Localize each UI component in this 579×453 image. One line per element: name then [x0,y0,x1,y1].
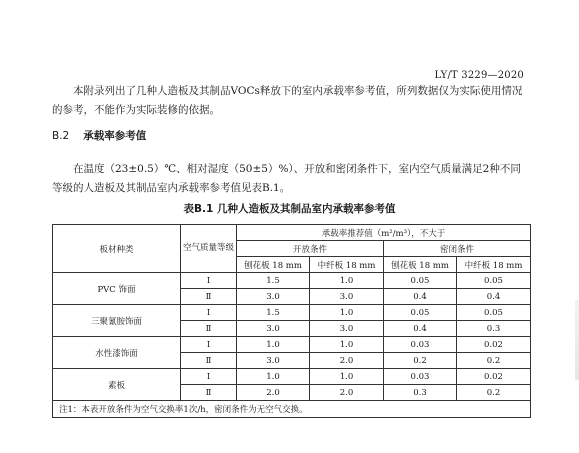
value-cell: 0.4 [384,321,457,337]
header-recommended: 承载率推荐值（m²/m³），不大于 [237,225,531,241]
body-paragraph [52,160,530,198]
grade-cell: Ⅰ [181,369,237,385]
value-cell: 1.0 [310,273,384,289]
table-note: 注1：本表开放条件为空气交换率1次/h，密闭条件为无空气交换。 [53,401,531,418]
section-title: 承载率参考值 [83,130,147,142]
value-cell: 0.4 [384,289,457,305]
value-cell: 3.0 [310,321,384,337]
value-cell: 1.0 [310,305,384,321]
material-cell: 素板 [53,369,181,401]
header-open: 开放条件 [237,241,384,257]
intro-paragraph [52,82,530,120]
value-cell: 1.5 [237,305,310,321]
value-cell: 0.05 [384,273,457,289]
header-material: 板材种类 [53,225,181,273]
value-cell: 3.0 [310,289,384,305]
header-open-mdf: 中纤板 18 mm [310,257,384,273]
value-cell: 0.2 [384,353,457,369]
value-cell: 1.5 [237,273,310,289]
value-cell: 0.03 [384,369,457,385]
value-cell: 1.0 [237,337,310,353]
table-caption: 表B.1 几种人造板及其制品室内承载率参考值 [183,203,396,215]
value-cell: 0.3 [384,385,457,401]
grade-cell: Ⅰ [181,305,237,321]
table-row [53,337,531,353]
header-closed: 密闭条件 [384,241,531,257]
page-edge-shadow [575,300,579,380]
grade-cell: Ⅱ [181,353,237,369]
value-cell: 2.0 [310,353,384,369]
grade-cell: Ⅱ [181,385,237,401]
table-header-row [53,225,531,241]
standard-code: LY/T 3229—2020 [434,70,524,81]
section-heading [52,128,146,143]
grade-cell: Ⅱ [181,321,237,337]
value-cell: 1.0 [310,369,384,385]
intro-text: 本附录列出了几种人造板及其制品VOCs释放下的室内承载率参考值，所列数据仅为实际使用情况的参考，不能作为实际装修的依据。 [52,85,523,116]
material-cell: 三聚氰胺饰面 [53,305,181,337]
value-cell: 0.05 [457,305,531,321]
value-cell: 3.0 [237,353,310,369]
load-ratio-table [52,224,531,418]
value-cell: 3.0 [237,321,310,337]
value-cell: 0.2 [457,353,531,369]
table-note-row [53,401,531,418]
value-cell: 2.0 [237,385,310,401]
value-cell: 0.3 [457,321,531,337]
material-cell: 水性漆饰面 [53,337,181,369]
value-cell: 0.4 [457,289,531,305]
value-cell: 3.0 [237,289,310,305]
table-row [53,273,531,289]
value-cell: 0.05 [457,273,531,289]
grade-cell: Ⅱ [181,289,237,305]
value-cell: 0.05 [384,305,457,321]
body-text: 在温度（23±0.5）℃、相对湿度（50±5）%）、开放和密闭条件下，室内空气质量满足2种不同等级的人造板及其制品室内承载率参考值见表B.1。 [52,163,521,194]
section-number: B.2 [52,130,70,142]
value-cell: 0.02 [457,337,531,353]
value-cell: 1.0 [310,337,384,353]
value-cell: 0.2 [457,385,531,401]
header-closed-mdf: 中纤板 18 mm [457,257,531,273]
table-row [53,305,531,321]
grade-cell: Ⅰ [181,337,237,353]
value-cell: 2.0 [310,385,384,401]
material-cell: PVC 饰面 [53,273,181,305]
header-closed-particleboard: 刨花板 18 mm [384,257,457,273]
value-cell: 1.0 [237,369,310,385]
value-cell: 0.02 [457,369,531,385]
grade-cell: Ⅰ [181,273,237,289]
value-cell: 0.03 [384,337,457,353]
table-row [53,369,531,385]
header-grade: 空气质量等级 [181,225,237,273]
header-open-particleboard: 刨花板 18 mm [237,257,310,273]
